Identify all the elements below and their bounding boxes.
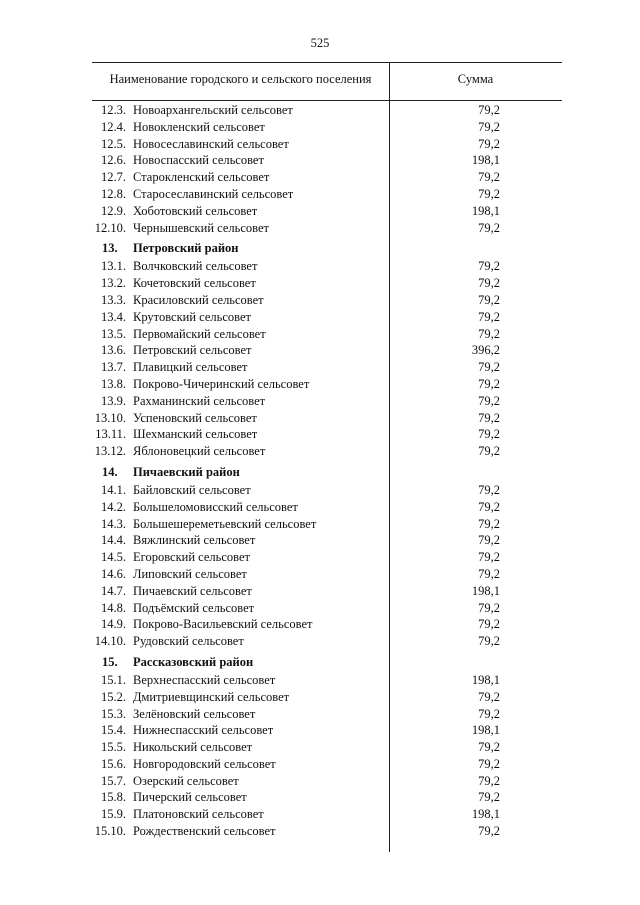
sum-value: 79,2 xyxy=(478,516,500,531)
allocation-table xyxy=(92,62,562,852)
sum-value: 79,2 xyxy=(478,427,500,442)
sum-value: 79,2 xyxy=(478,393,500,408)
table-row xyxy=(92,136,562,153)
table-row xyxy=(92,583,562,600)
table-row xyxy=(92,773,562,790)
settlement-name: Егоровский сельсовет xyxy=(133,550,250,565)
settlement-name: Озерский сельсовет xyxy=(133,773,239,788)
sum-value: 79,2 xyxy=(478,482,500,497)
row-number: 13.4. xyxy=(101,309,126,324)
table-row xyxy=(92,220,562,237)
settlement-name: Крутовский сельсовет xyxy=(133,309,251,324)
sum-value: 79,2 xyxy=(478,444,500,459)
region-heading-row xyxy=(92,652,562,672)
sum-value: 198,1 xyxy=(471,672,500,687)
settlement-name: Никольский сельсовет xyxy=(133,740,253,755)
row-number: 12.4. xyxy=(101,119,126,134)
row-number: 15.7. xyxy=(101,773,126,788)
table-row xyxy=(92,326,562,343)
sum-value: 79,2 xyxy=(478,740,500,755)
header-name-column: Наименование городского и сельского поселения xyxy=(109,72,372,86)
row-number: 14.7. xyxy=(101,583,126,598)
sum-value: 79,2 xyxy=(478,309,500,324)
settlement-name: Новосеславинский сельсовет xyxy=(133,136,289,151)
row-number: 13.3. xyxy=(101,292,126,307)
settlement-name: Новгородовский сельсовет xyxy=(133,756,276,771)
row-number: 15.9. xyxy=(101,807,126,822)
sum-value: 79,2 xyxy=(478,533,500,548)
sum-value: 79,2 xyxy=(478,499,500,514)
settlement-name: Рахманинский сельсовет xyxy=(133,393,266,408)
table-row xyxy=(92,739,562,756)
row-number: 13.12. xyxy=(94,444,126,459)
settlement-name: Покрово-Чичеринский сельсовет xyxy=(133,376,310,391)
settlement-name: Платоновский сельсовет xyxy=(133,807,264,822)
row-number: 14.4. xyxy=(101,533,126,548)
table-row xyxy=(92,499,562,516)
settlement-name: Вяжлинский сельсовет xyxy=(133,533,256,548)
row-number: 14.2. xyxy=(101,499,126,514)
table-row xyxy=(92,342,562,359)
row-number: 15.3. xyxy=(101,706,126,721)
row-number: 14.3. xyxy=(101,516,126,531)
table-row xyxy=(92,516,562,533)
sum-value: 79,2 xyxy=(478,292,500,307)
table-row xyxy=(92,359,562,376)
row-number: 15. xyxy=(102,654,118,669)
settlement-name: Хоботовский сельсовет xyxy=(133,203,258,218)
sum-value: 79,2 xyxy=(478,790,500,805)
sum-value: 198,1 xyxy=(471,203,500,218)
table-row xyxy=(92,823,562,840)
table-row xyxy=(92,292,562,309)
table-row xyxy=(92,482,562,499)
sum-value: 396,2 xyxy=(471,343,500,358)
table-body xyxy=(92,102,562,840)
sum-value: 198,1 xyxy=(471,807,500,822)
settlement-name: Яблоновецкий сельсовет xyxy=(133,444,266,459)
sum-value: 79,2 xyxy=(478,689,500,704)
row-number: 13.8. xyxy=(101,376,126,391)
region-heading-row xyxy=(92,462,562,482)
settlement-name: Нижнеспасский сельсовет xyxy=(133,723,274,738)
sum-value: 198,1 xyxy=(471,723,500,738)
settlement-name: Красиловский сельсовет xyxy=(133,292,264,307)
table-row xyxy=(92,532,562,549)
sum-value: 79,2 xyxy=(478,617,500,632)
row-number: 13.1. xyxy=(101,259,126,274)
table-row xyxy=(92,376,562,393)
settlement-name: Новоархангельский сельсовет xyxy=(133,103,293,117)
sum-value: 79,2 xyxy=(478,376,500,391)
sum-value: 79,2 xyxy=(478,360,500,375)
row-number: 12.3. xyxy=(101,103,126,117)
row-number: 13.10. xyxy=(94,410,126,425)
row-number: 15.5. xyxy=(101,740,126,755)
settlement-name: Липовский сельсовет xyxy=(133,566,247,581)
table-row xyxy=(92,756,562,773)
settlement-name: Рождественский сельсовет xyxy=(133,824,276,839)
settlement-name: Подъёмский сельсовет xyxy=(133,600,255,615)
table-row xyxy=(92,566,562,583)
table-row xyxy=(92,258,562,275)
table-row xyxy=(92,689,562,706)
sum-value: 79,2 xyxy=(478,326,500,341)
settlement-name: Пичаевский сельсовет xyxy=(133,583,252,598)
row-number: 13.7. xyxy=(101,360,126,375)
row-number: 14. xyxy=(102,464,118,479)
table-row xyxy=(92,393,562,410)
sum-value: 198,1 xyxy=(471,583,500,598)
settlement-name: Большешереметьевский сельсовет xyxy=(133,516,317,531)
row-number: 12.10. xyxy=(94,220,126,235)
row-number: 14.1. xyxy=(101,482,126,497)
table-row xyxy=(92,672,562,689)
sum-value: 79,2 xyxy=(478,103,500,117)
settlement-name: Старокленский сельсовет xyxy=(133,170,270,185)
settlement-name: Первомайский сельсовет xyxy=(133,326,266,341)
row-number: 15.6. xyxy=(101,756,126,771)
sum-value: 79,2 xyxy=(478,824,500,839)
table-row xyxy=(92,426,562,443)
settlement-name: Покрово-Васильевский сельсовет xyxy=(133,617,313,632)
region-name: Петровский район xyxy=(133,241,239,256)
settlement-name: Большеломовисский сельсовет xyxy=(133,499,298,514)
row-number: 14.10. xyxy=(94,634,126,649)
row-number: 14.5. xyxy=(101,550,126,565)
settlement-name: Зелёновский сельсовет xyxy=(133,706,256,721)
sum-value: 79,2 xyxy=(478,259,500,274)
row-number: 13.9. xyxy=(101,393,126,408)
row-number: 13.6. xyxy=(101,343,126,358)
row-number: 15.2. xyxy=(101,689,126,704)
table-row xyxy=(92,806,562,823)
settlement-name: Петровский сельсовет xyxy=(133,343,252,358)
header-sum-column: Сумма xyxy=(457,72,494,86)
row-number: 13.5. xyxy=(101,326,126,341)
settlement-name: Шехманский сельсовет xyxy=(133,427,258,442)
table-row xyxy=(92,169,562,186)
sum-value: 79,2 xyxy=(478,566,500,581)
sum-value: 79,2 xyxy=(478,706,500,721)
settlement-name: Дмитриевщинский сельсовет xyxy=(133,689,290,704)
table-row xyxy=(92,152,562,169)
row-number: 12.8. xyxy=(101,186,126,201)
table-row xyxy=(92,549,562,566)
sum-value: 79,2 xyxy=(478,773,500,788)
row-number: 15.4. xyxy=(101,723,126,738)
row-number: 12.5. xyxy=(101,136,126,151)
row-number: 14.6. xyxy=(101,566,126,581)
settlement-name: Волчковский сельсовет xyxy=(133,259,258,274)
row-number: 15.1. xyxy=(101,672,126,687)
settlement-name: Верхнеспасский сельсовет xyxy=(133,672,276,687)
sum-value: 198,1 xyxy=(471,153,500,168)
row-number: 13.11. xyxy=(95,427,126,442)
row-number: 12.6. xyxy=(101,153,126,168)
settlement-name: Чернышевский сельсовет xyxy=(133,220,269,235)
region-name: Пичаевский район xyxy=(133,464,240,479)
sum-value: 79,2 xyxy=(478,634,500,649)
settlement-name: Кочетовский сельсовет xyxy=(133,276,256,291)
row-number: 13. xyxy=(102,241,118,256)
table-row xyxy=(92,309,562,326)
sum-value: 79,2 xyxy=(478,220,500,235)
settlement-name: Новокленский сельсовет xyxy=(133,119,265,134)
table-row xyxy=(92,186,562,203)
sum-value: 79,2 xyxy=(478,410,500,425)
row-number: 13.2. xyxy=(101,276,126,291)
sum-value: 79,2 xyxy=(478,276,500,291)
sum-value: 79,2 xyxy=(478,119,500,134)
region-name: Рассказовский район xyxy=(133,654,254,669)
table-row xyxy=(92,722,562,739)
settlement-name: Рудовский сельсовет xyxy=(133,634,244,649)
table-top-rule xyxy=(92,62,562,63)
settlement-name: Пичерский сельсовет xyxy=(133,790,247,805)
settlement-name: Старосеславинский сельсовет xyxy=(133,186,294,201)
table-row xyxy=(92,706,562,723)
settlement-name: Байловский сельсовет xyxy=(133,482,251,497)
table-row xyxy=(92,789,562,806)
sum-value: 79,2 xyxy=(478,756,500,771)
table-row xyxy=(92,633,562,650)
table-row xyxy=(92,119,562,136)
sum-value: 79,2 xyxy=(478,170,500,185)
row-number: 14.8. xyxy=(101,600,126,615)
sum-value: 79,2 xyxy=(478,136,500,151)
settlement-name: Новоспасский сельсовет xyxy=(133,153,264,168)
row-number: 15.8. xyxy=(101,790,126,805)
table-row xyxy=(92,600,562,617)
settlement-name: Успеновский сельсовет xyxy=(133,410,257,425)
settlement-name: Плавицкий сельсовет xyxy=(133,360,248,375)
table-row xyxy=(92,616,562,633)
table-row xyxy=(92,410,562,427)
header-bottom-rule xyxy=(92,100,562,101)
region-heading-row xyxy=(92,238,562,258)
sum-value: 79,2 xyxy=(478,600,500,615)
row-number: 12.9. xyxy=(101,203,126,218)
row-number: 15.10. xyxy=(94,824,126,839)
row-number: 12.7. xyxy=(101,170,126,185)
table-row xyxy=(92,203,562,220)
sum-value: 79,2 xyxy=(478,550,500,565)
table-row xyxy=(92,275,562,292)
row-number: 14.9. xyxy=(101,617,126,632)
sum-value: 79,2 xyxy=(478,186,500,201)
table-row xyxy=(92,443,562,460)
page-number: 525 xyxy=(310,36,330,50)
table-row xyxy=(92,102,562,119)
